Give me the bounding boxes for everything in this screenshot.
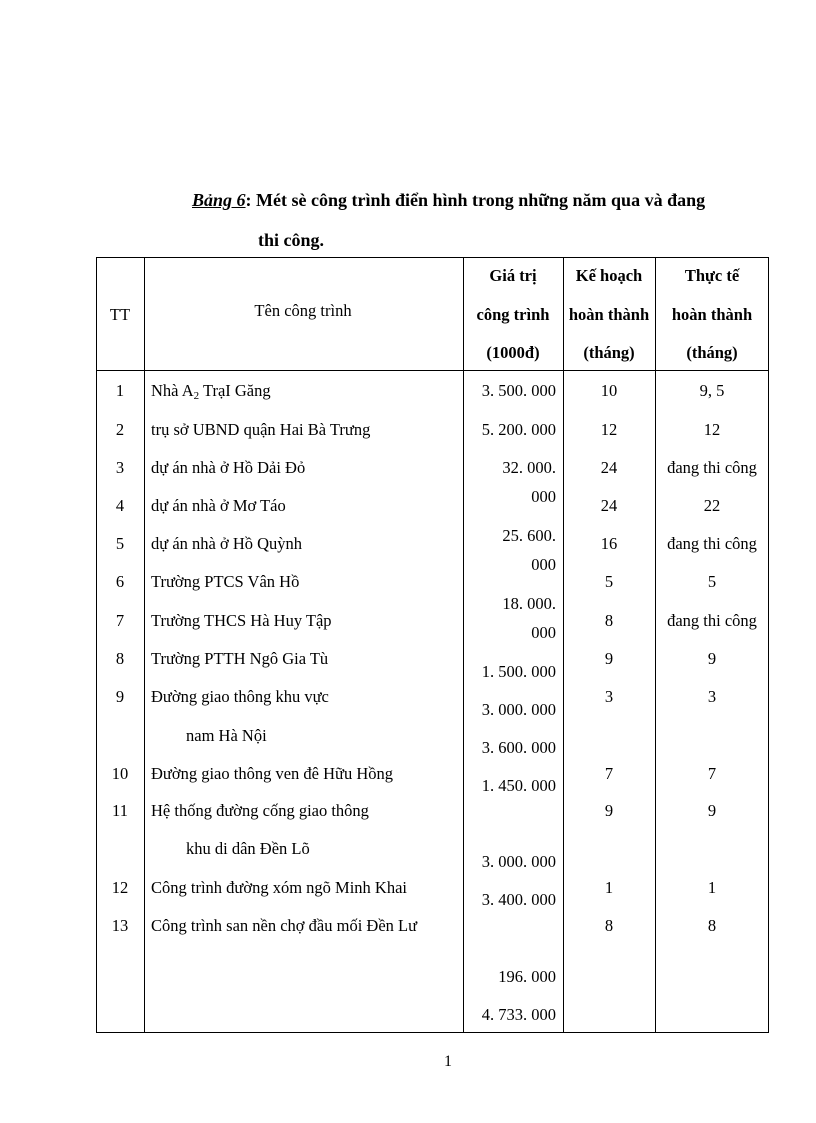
cell-name: Hệ thống đường cống giao thông: [151, 801, 369, 820]
cell-actual: 7: [707, 764, 717, 783]
cell-value: 3. 400. 000: [481, 890, 556, 909]
cell-name: [151, 381, 271, 401]
cell-value: 4. 733. 000: [481, 1005, 556, 1024]
cell-value: 32. 000.: [502, 458, 556, 477]
cell-plan: 8: [604, 611, 614, 630]
cell-name: Trường PTCS Vân Hồ: [151, 572, 300, 591]
cell-plan: 24: [600, 458, 618, 477]
cell-value: 3. 000. 000: [481, 700, 556, 719]
cell-plan: 3: [604, 687, 614, 706]
cell-name: Đường giao thông khu vực: [151, 687, 329, 706]
cell-name-continuation: nam Hà Nội: [186, 726, 267, 745]
cell-actual: 8: [707, 916, 717, 935]
column-divider: [144, 257, 145, 1033]
cell-plan: 1: [604, 878, 614, 897]
cell-value: 000: [531, 623, 556, 642]
cell-tt: 9: [115, 687, 125, 706]
cell-name-text: TrạI Găng: [199, 381, 271, 400]
header-actual-line: hoàn thành: [671, 305, 753, 324]
cell-actual: đang thi công: [667, 534, 757, 553]
cell-plan: 7: [604, 764, 614, 783]
cell-name: Đường giao thông ven đê Hữu Hồng: [151, 764, 393, 783]
cell-value: 1. 450. 000: [481, 776, 556, 795]
cell-name: trụ sở UBND quận Hai Bà Trưng: [151, 420, 371, 439]
cell-tt: 2: [115, 420, 125, 439]
cell-value: 5. 200. 000: [481, 420, 556, 439]
cell-tt: 1: [115, 381, 125, 400]
cell-value: 3. 600. 000: [481, 738, 556, 757]
header-name: Tên công trình: [254, 301, 352, 320]
cell-tt: 3: [115, 458, 125, 477]
table-caption: [192, 189, 705, 211]
cell-tt: 8: [115, 649, 125, 668]
cell-value: 000: [531, 555, 556, 574]
header-actual-line: Thực tế: [684, 266, 740, 285]
cell-name: Công trình đường xóm ngõ Minh Khai: [151, 878, 407, 897]
cell-value: 000: [531, 487, 556, 506]
cell-name-text: Nhà A: [151, 381, 194, 400]
cell-tt: 12: [111, 878, 129, 897]
header-plan-line: (tháng): [583, 343, 635, 362]
cell-actual: 3: [707, 687, 717, 706]
cell-actual: đang thi công: [667, 611, 757, 630]
header-value-line: công trình: [476, 305, 550, 324]
header-plan-line: Kế hoạch: [575, 266, 643, 285]
cell-plan: 8: [604, 916, 614, 935]
caption-line-2: thi công.: [258, 230, 325, 250]
cell-name: dự án nhà ở Mơ Táo: [151, 496, 286, 515]
cell-tt: 10: [111, 764, 129, 783]
cell-name-continuation: khu di dân Đền Lõ: [186, 839, 310, 858]
cell-actual: 9: [707, 649, 717, 668]
header-value-line: (1000đ): [486, 343, 540, 362]
cell-value: 18. 000.: [502, 594, 556, 613]
header-actual-line: (tháng): [686, 343, 738, 362]
cell-plan: 5: [604, 572, 614, 591]
cell-plan: 9: [604, 649, 614, 668]
cell-value: 3. 500. 000: [481, 381, 556, 400]
cell-actual: 22: [703, 496, 721, 515]
cell-name: dự án nhà ở Hồ Dải Đỏ: [151, 458, 306, 477]
cell-plan: 12: [600, 420, 618, 439]
cell-tt: 7: [115, 611, 125, 630]
cell-actual: 5: [707, 572, 717, 591]
cell-actual: 12: [703, 420, 721, 439]
cell-name: Công trình san nền chợ đầu mối Đền Lư: [151, 916, 418, 935]
cell-actual: đang thi công: [667, 458, 757, 477]
cell-actual: 1: [707, 878, 717, 897]
header-plan-line: hoàn thành: [568, 305, 650, 324]
cell-name: Trường THCS Hà Huy Tập: [151, 611, 332, 630]
column-divider: [655, 257, 656, 1033]
cell-tt: 4: [115, 496, 125, 515]
cell-plan: 16: [600, 534, 618, 553]
cell-tt: 5: [115, 534, 125, 553]
cell-tt: 13: [111, 916, 129, 935]
column-divider: [463, 257, 464, 1033]
cell-plan: 10: [600, 381, 618, 400]
cell-actual: 9, 5: [699, 381, 725, 400]
cell-tt: 6: [115, 572, 125, 591]
cell-value: 25. 600.: [502, 526, 556, 545]
header-value-line: Giá trị: [489, 266, 537, 285]
cell-plan: 9: [604, 801, 614, 820]
cell-name-subscript: 2: [193, 390, 200, 402]
column-divider: [563, 257, 564, 1033]
cell-actual: 9: [707, 801, 717, 820]
cell-tt: 11: [112, 801, 128, 820]
cell-value: 1. 500. 000: [481, 662, 556, 681]
cell-value: 3. 000. 000: [481, 852, 556, 871]
cell-value: 196. 000: [498, 967, 556, 986]
table-label: Bảng 6: [192, 190, 246, 210]
cell-name: dự án nhà ở Hồ Quỳnh: [151, 534, 303, 553]
cell-name: Trường PTTH Ngô Gia Tù: [151, 649, 329, 668]
header-divider: [96, 370, 769, 371]
caption-line-1: : Mét sè công trình điển hình trong những năm qua và đang: [245, 190, 706, 210]
cell-plan: 24: [600, 496, 618, 515]
page-number: 1: [444, 1053, 452, 1070]
header-tt: TT: [109, 305, 131, 324]
